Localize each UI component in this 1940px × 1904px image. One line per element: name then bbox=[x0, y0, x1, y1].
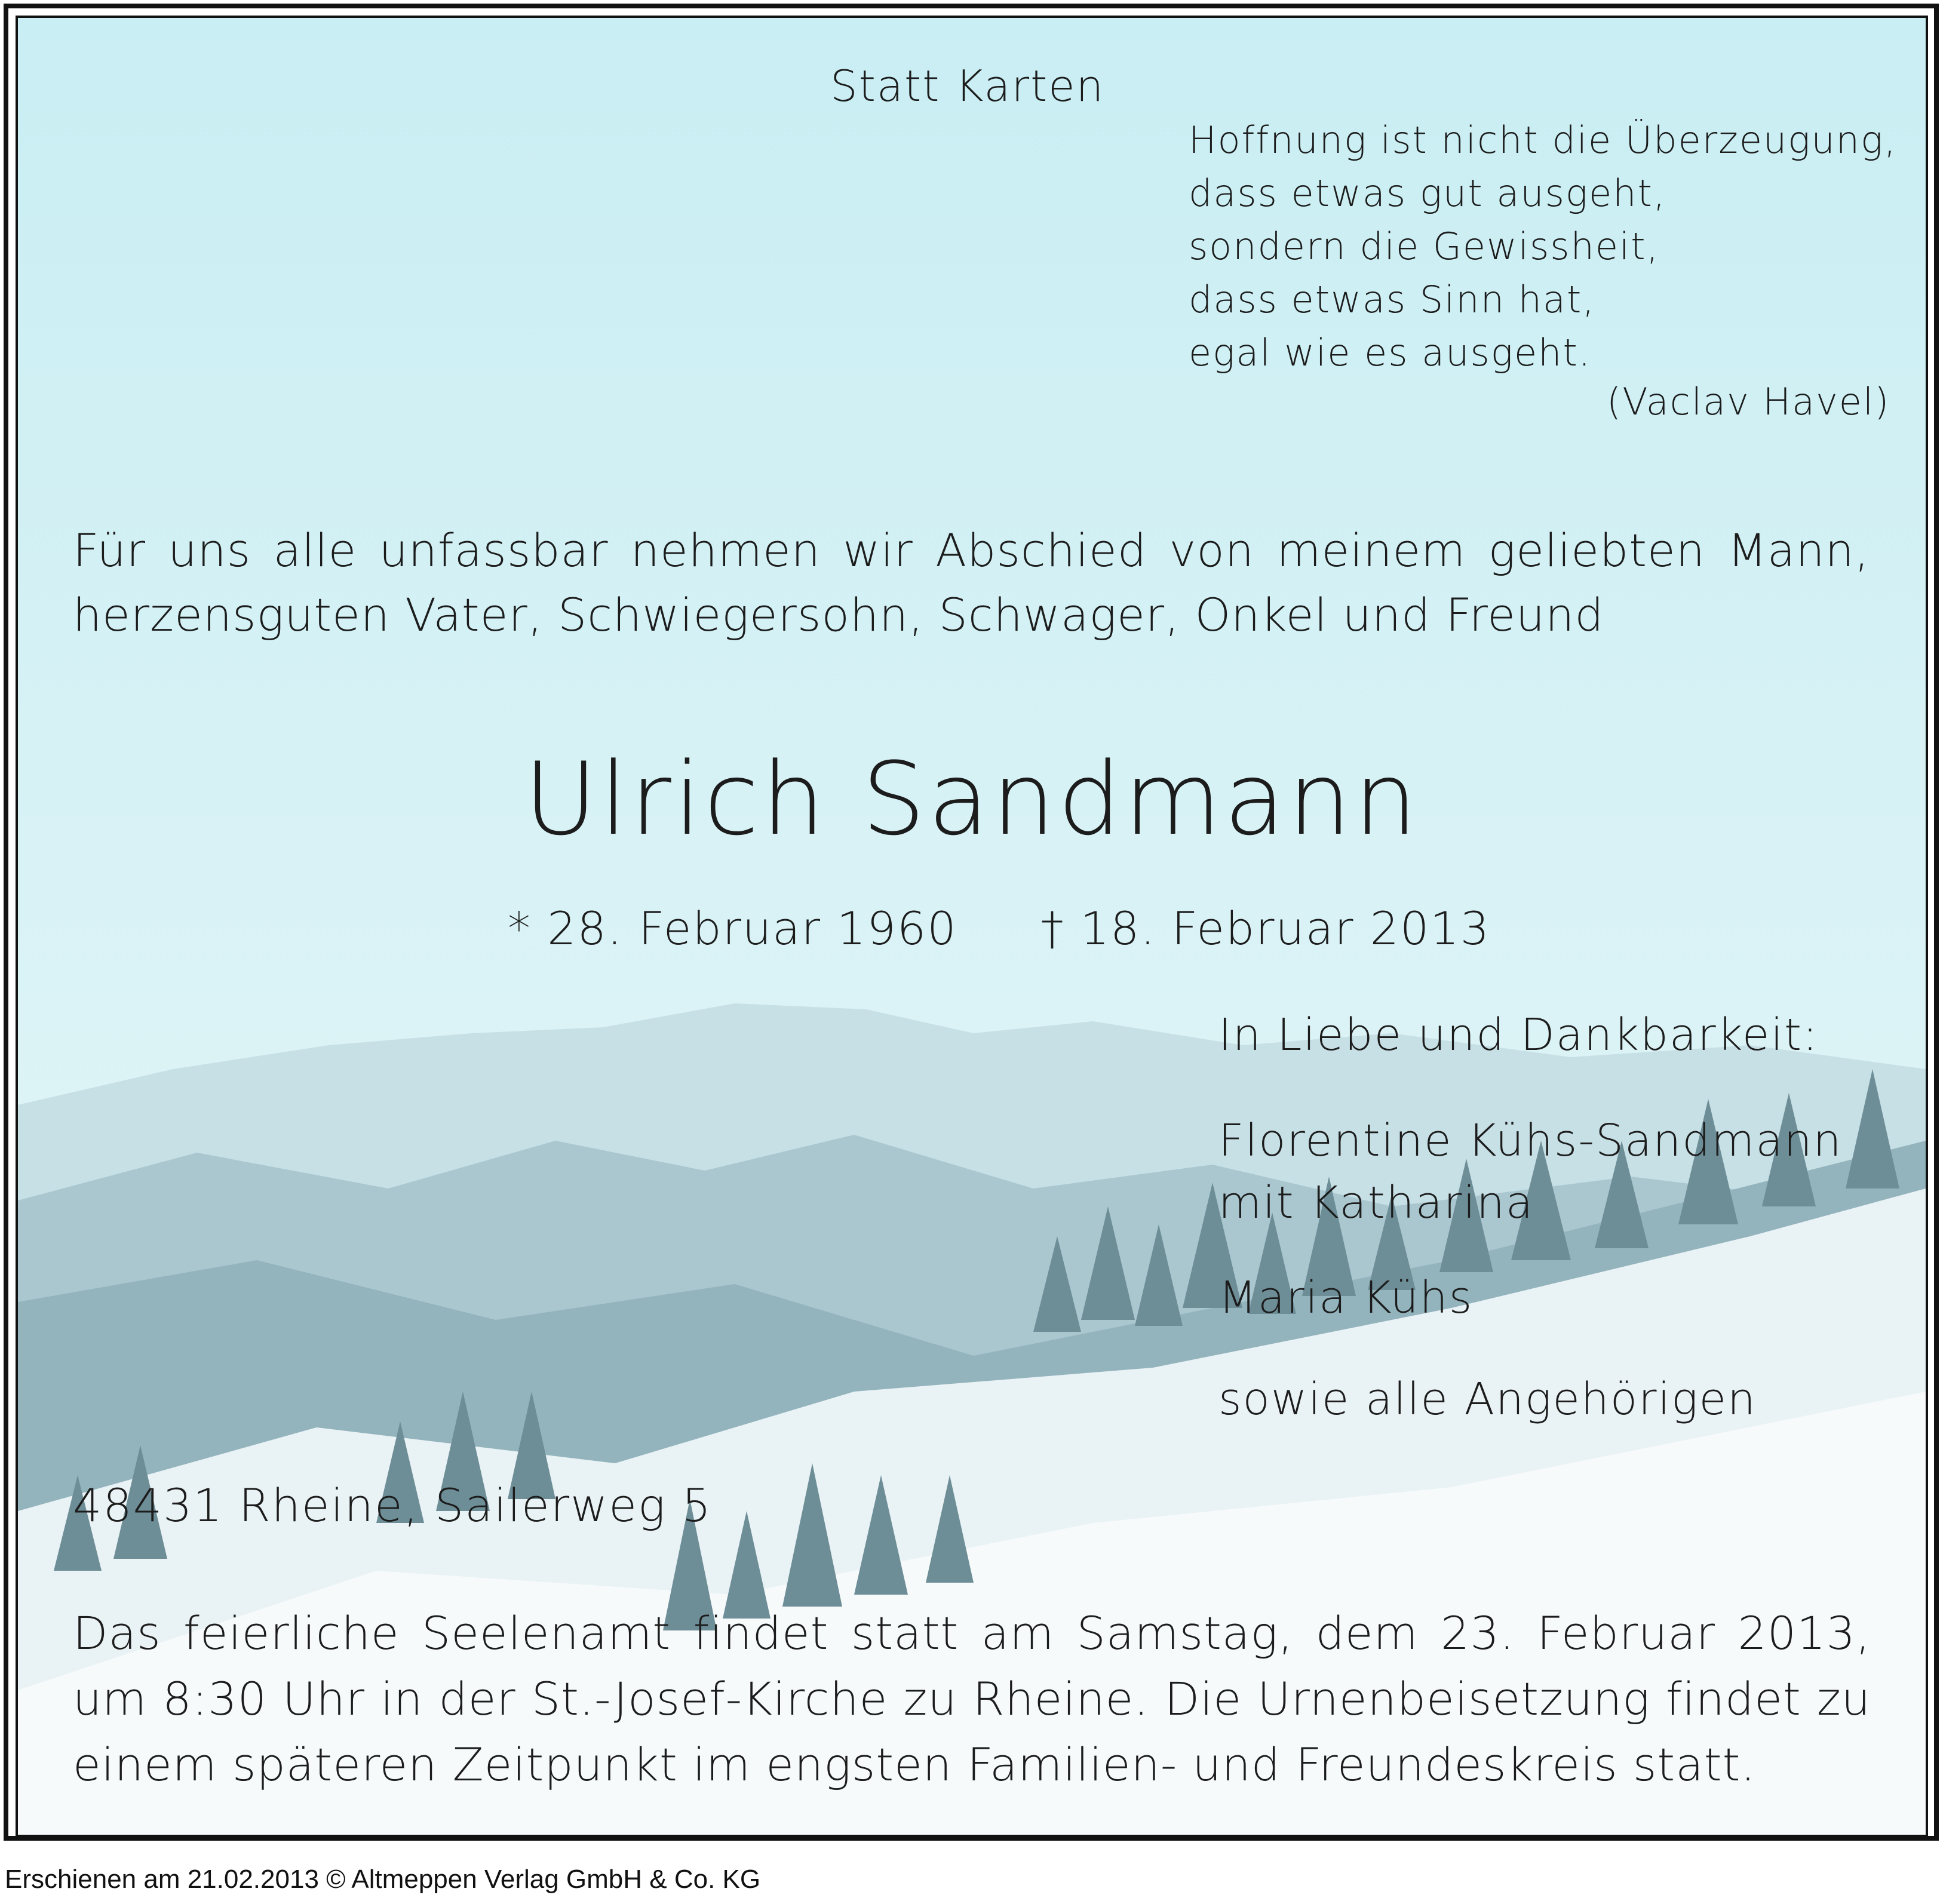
death-date: † 18. Februar 2013 bbox=[1040, 902, 1491, 955]
notice-panel bbox=[16, 16, 1928, 1837]
life-dates bbox=[508, 902, 1490, 955]
mourner-name: Maria Kühs bbox=[1218, 1272, 1474, 1323]
quote-line: dass etwas Sinn hat, bbox=[1189, 278, 1596, 321]
publication-footer: Erschienen am 21.02.2013 © Altmeppen Verlag GmbH & Co. KG bbox=[5, 1865, 761, 1894]
statt-karten-heading: Statt Karten bbox=[830, 61, 1105, 111]
family-address: 48431 Rheine, Sailerweg 5 bbox=[73, 1479, 713, 1532]
funeral-service-text: Das feierliche Seelenamt findet statt am Samstag, dem 23. Februar 2013, um 8:30 Uhr in der St.-Josef-Kirche zu Rheine. Die Urnenbeisetzung findet zu einem späteren Zeitpunkt im engsten Familien- und Freundeskreis statt. bbox=[73, 1607, 1871, 1791]
birth-date: * 28. Februar 1960 bbox=[508, 902, 957, 955]
mourner-entry bbox=[1218, 1110, 1842, 1234]
quote-line: sondern die Gewissheit, bbox=[1189, 225, 1660, 268]
quote-block bbox=[1189, 113, 1897, 379]
quote-line: Hoffnung ist nicht die Überzeugung, bbox=[1189, 118, 1897, 162]
quote-author: (Vaclav Havel) bbox=[1607, 380, 1890, 423]
mourners-heading: In Liebe und Dankbarkeit: bbox=[1218, 1009, 1819, 1061]
mourner-name: Florentine Kühs-Sandmann bbox=[1218, 1115, 1843, 1166]
farewell-intro-text: Für uns alle unfassbar nehmen wir Abschied von meinem geliebten Mann, herzensguten Vater, Schwiegersohn, Schwager, Onkel und Freund bbox=[73, 524, 1870, 641]
quote-line: dass etwas gut ausgeht, bbox=[1189, 171, 1666, 215]
quote-line: egal wie es ausgeht. bbox=[1189, 331, 1592, 374]
mourner-name: mit Katharina bbox=[1218, 1177, 1534, 1229]
mourner-name: sowie alle Angehörigen bbox=[1218, 1374, 1757, 1425]
deceased-name: Ulrich Sandmann bbox=[524, 741, 1420, 858]
